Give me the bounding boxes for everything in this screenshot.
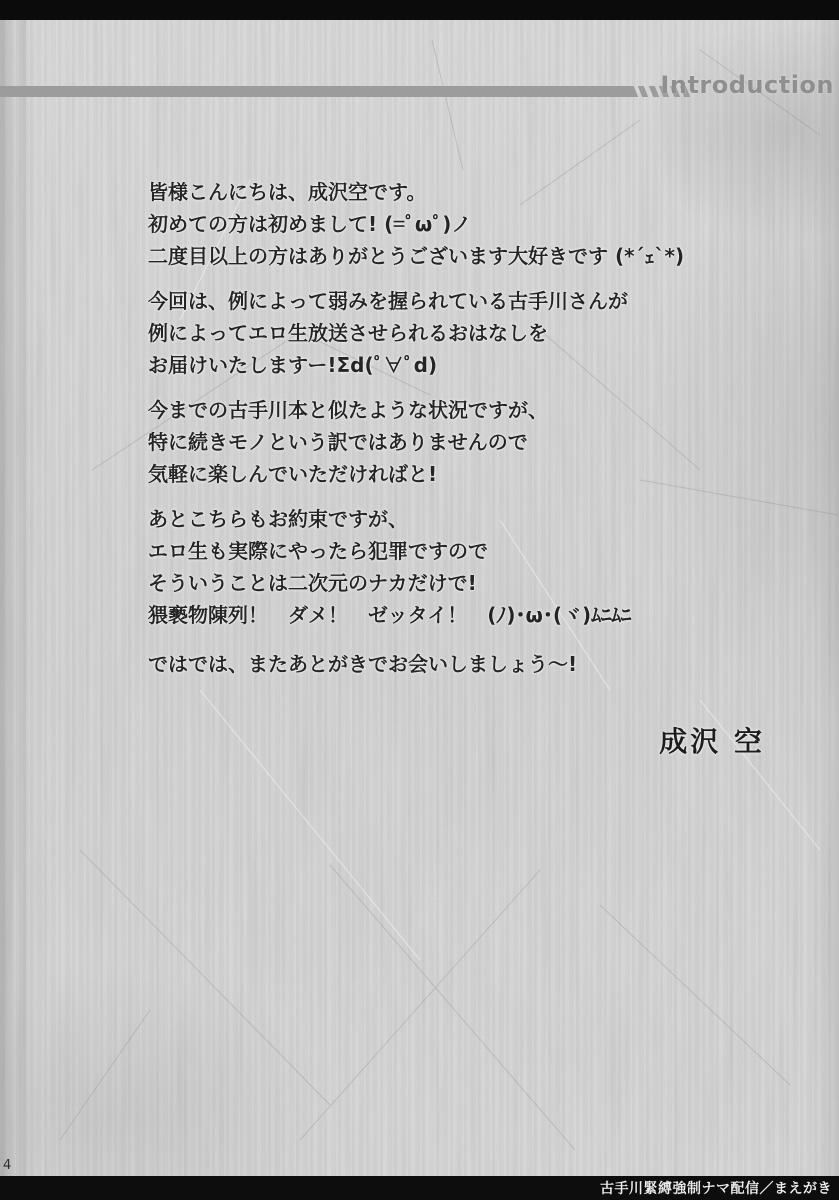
page-number: 4 [3,1158,12,1173]
text-line: 例によってエロ生放送させられるおはなしを [148,321,548,345]
author-signature: 成沢 空 [659,725,765,758]
stripe-icon [638,86,648,97]
text-line: 気軽に楽しんでいただければと! [148,462,438,486]
text-line: お届けいたしますー!Σd(ﾟ∀ﾟd) [148,353,438,377]
text-line: 皆様こんにちは、成沢空です。 [148,180,427,204]
paragraph [148,394,788,490]
text-line: エロ生も実際にやったら犯罪ですので [148,539,488,563]
text-line: 今までの古手川本と似たような状況ですが、 [148,398,548,422]
top-border-bar [0,0,839,20]
left-scan-band [19,20,26,1200]
text-line: 二度目以上の方はありがとうございます大好きです (*´ｪ`*) [148,244,685,268]
text-line: あとこちらもお約束ですが、 [148,507,408,531]
text-line: 猥褻物陳列！ ダメ！ ゼッタイ！ (ﾉ)･ω･(ヾ)ﾑﾆﾑﾆ [148,603,632,627]
text-line: 初めての方は初めまして! (=ﾟωﾟ)ノ [148,212,472,236]
paragraph [148,285,788,381]
footer-bar [0,1176,839,1200]
text-line: そういうことは二次元のナカだけで! [148,571,477,595]
section-title: Introduction [660,71,834,99]
closing-line: ではでは、またあとがきでお会いしましょう～! [148,652,578,676]
stripe-icon [648,86,658,97]
text-line: 今回は、例によって弱みを握られている古手川さんが [148,289,628,313]
paragraph [148,176,788,272]
introduction-accent-bar [0,86,638,97]
text-line: 特に続きモノという訳ではありませんので [148,430,528,454]
foreword-text [148,176,788,680]
paragraph [148,503,788,631]
footer-title: 古手川緊縛強制ナマ配信／まえがき [600,1181,832,1197]
